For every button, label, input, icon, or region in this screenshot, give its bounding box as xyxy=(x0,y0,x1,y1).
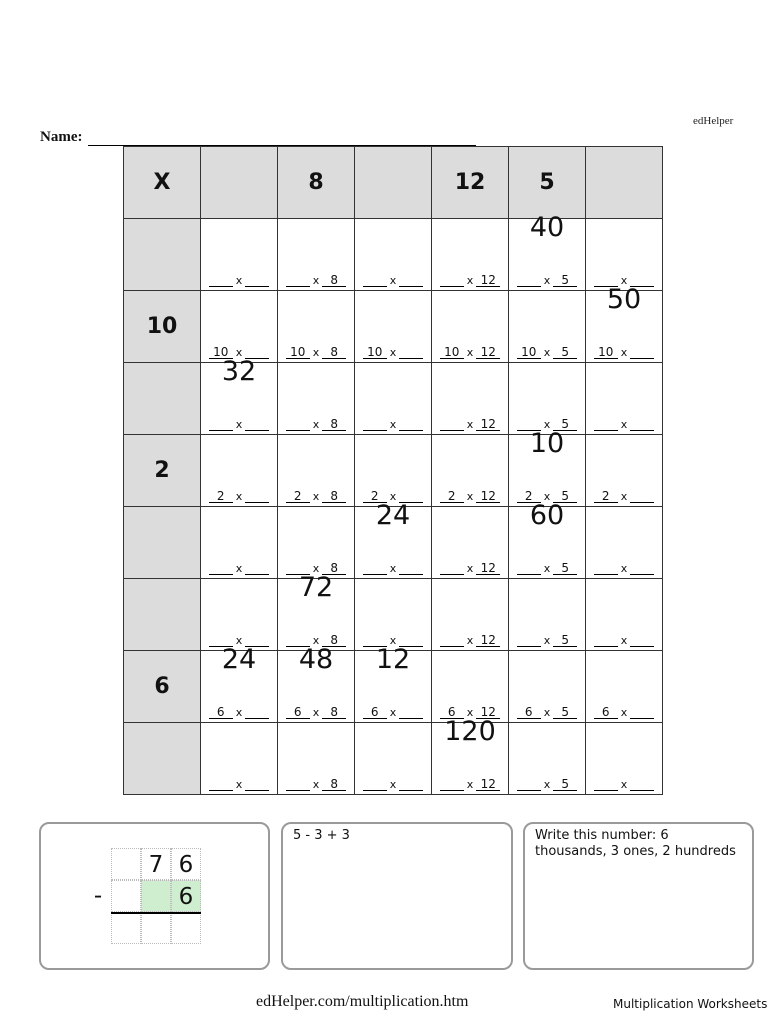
right-factor[interactable]: 5 xyxy=(553,274,577,287)
times-sign: x xyxy=(312,274,320,287)
right-factor[interactable]: 8 xyxy=(322,562,346,575)
right-factor[interactable]: 12 xyxy=(476,562,500,575)
left-factor[interactable] xyxy=(209,274,233,287)
factor-equation xyxy=(590,346,658,359)
product-cell[interactable] xyxy=(278,507,355,579)
expression-problem-box[interactable] xyxy=(281,822,513,970)
factor-equation xyxy=(282,274,350,287)
factor-equation xyxy=(205,490,273,503)
right-factor[interactable]: 5 xyxy=(553,418,577,431)
right-factor[interactable]: 5 xyxy=(553,562,577,575)
factor-equation xyxy=(205,274,273,287)
right-factor[interactable] xyxy=(245,706,269,719)
digit-cell: 6 xyxy=(171,848,201,880)
answer-cell[interactable] xyxy=(141,912,171,944)
left-factor[interactable]: 6 xyxy=(363,706,387,719)
row-header[interactable] xyxy=(124,723,201,795)
left-factor[interactable] xyxy=(517,778,541,791)
times-sign: x xyxy=(235,346,243,359)
times-sign: x xyxy=(466,562,474,575)
times-sign: x xyxy=(312,778,320,791)
times-sign: x xyxy=(620,778,628,791)
product-cell[interactable] xyxy=(355,579,432,651)
times-sign: x xyxy=(389,274,397,287)
left-factor[interactable] xyxy=(209,778,233,791)
right-factor[interactable]: 5 xyxy=(553,346,577,359)
row-header[interactable]: 10 xyxy=(124,291,201,363)
factor-equation xyxy=(590,490,658,503)
right-factor[interactable] xyxy=(399,346,423,359)
row-header[interactable] xyxy=(124,579,201,651)
product-cell[interactable] xyxy=(509,651,586,723)
right-factor[interactable]: 12 xyxy=(476,634,500,647)
grid-row xyxy=(124,723,663,795)
product-cell[interactable] xyxy=(278,363,355,435)
right-factor[interactable]: 12 xyxy=(476,274,500,287)
product-cell[interactable] xyxy=(586,723,663,795)
times-sign: x xyxy=(389,706,397,719)
left-factor[interactable] xyxy=(594,418,618,431)
times-sign: x xyxy=(389,346,397,359)
times-sign: x xyxy=(620,418,628,431)
times-sign: x xyxy=(466,490,474,503)
product-cell[interactable] xyxy=(355,435,432,507)
col-header[interactable]: 12 xyxy=(432,147,509,219)
left-factor[interactable]: 2 xyxy=(286,490,310,503)
factor-equation xyxy=(282,346,350,359)
digit-cell xyxy=(111,848,141,880)
times-sign: x xyxy=(312,346,320,359)
times-sign: x xyxy=(235,706,243,719)
right-factor[interactable] xyxy=(245,778,269,791)
factor-equation xyxy=(513,706,581,719)
name-label: Name: xyxy=(40,129,83,145)
factor-equation xyxy=(359,778,427,791)
product-cell[interactable] xyxy=(278,572,355,651)
factor-equation xyxy=(359,418,427,431)
left-factor[interactable]: 2 xyxy=(594,490,618,503)
product-answer: 40 xyxy=(529,212,565,243)
factor-equation xyxy=(513,634,581,647)
name-field xyxy=(40,126,500,146)
factor-equation xyxy=(359,274,427,287)
product-cell[interactable] xyxy=(278,723,355,795)
product-cell[interactable] xyxy=(201,435,278,507)
left-factor[interactable] xyxy=(286,778,310,791)
product-cell[interactable] xyxy=(355,363,432,435)
times-sign: x xyxy=(543,778,551,791)
factor-equation xyxy=(205,562,273,575)
product-cell[interactable] xyxy=(509,428,586,507)
product-cell[interactable] xyxy=(509,723,586,795)
right-factor[interactable]: 8 xyxy=(322,706,346,719)
left-factor[interactable]: 10 xyxy=(209,346,233,359)
factor-equation xyxy=(282,706,350,719)
left-factor[interactable] xyxy=(363,562,387,575)
factor-equation xyxy=(513,274,581,287)
left-factor[interactable]: 6 xyxy=(594,706,618,719)
times-sign: x xyxy=(312,418,320,431)
product-cell[interactable] xyxy=(509,363,586,435)
right-factor[interactable] xyxy=(399,706,423,719)
header-row xyxy=(124,147,663,219)
row-header[interactable] xyxy=(124,507,201,579)
factor-equation xyxy=(282,778,350,791)
answer-cell[interactable] xyxy=(111,912,141,944)
times-sign: x xyxy=(466,706,474,719)
product-cell[interactable] xyxy=(201,356,278,435)
times-sign: x xyxy=(235,634,243,647)
factor-equation xyxy=(590,706,658,719)
left-factor[interactable]: 10 xyxy=(440,346,464,359)
left-factor[interactable]: 10 xyxy=(286,346,310,359)
product-cell[interactable] xyxy=(355,291,432,363)
product-cell[interactable] xyxy=(432,291,509,363)
right-factor[interactable] xyxy=(630,346,654,359)
product-cell[interactable] xyxy=(201,579,278,651)
grid-row xyxy=(124,435,663,507)
left-factor[interactable] xyxy=(363,778,387,791)
product-answer: 60 xyxy=(529,500,565,531)
right-factor[interactable] xyxy=(399,778,423,791)
name-line[interactable] xyxy=(88,131,476,146)
factor-equation xyxy=(590,562,658,575)
left-factor[interactable]: 6 xyxy=(440,706,464,719)
product-cell[interactable] xyxy=(432,219,509,291)
right-factor[interactable]: 12 xyxy=(476,706,500,719)
digit-cell xyxy=(111,880,141,912)
multiplication-grid xyxy=(123,146,663,795)
left-factor[interactable]: 6 xyxy=(209,706,233,719)
answer-cell[interactable] xyxy=(171,912,201,944)
factor-equation xyxy=(590,778,658,791)
factor-equation xyxy=(436,490,504,503)
row-header[interactable]: 6 xyxy=(124,651,201,723)
left-factor[interactable] xyxy=(440,634,464,647)
right-factor[interactable]: 8 xyxy=(322,418,346,431)
times-sign: x xyxy=(466,418,474,431)
left-factor[interactable]: 2 xyxy=(440,490,464,503)
product-cell[interactable] xyxy=(201,507,278,579)
product-cell[interactable] xyxy=(355,219,432,291)
right-factor[interactable] xyxy=(399,274,423,287)
product-cell[interactable] xyxy=(586,651,663,723)
times-sign: x xyxy=(235,274,243,287)
product-cell[interactable] xyxy=(586,363,663,435)
right-factor[interactable]: 8 xyxy=(322,634,346,647)
subtraction-rule xyxy=(111,912,201,914)
col-header[interactable]: 5 xyxy=(509,147,586,219)
left-factor[interactable]: 2 xyxy=(517,490,541,503)
times-sign: x xyxy=(389,562,397,575)
times-sign: x xyxy=(543,274,551,287)
left-factor[interactable]: 6 xyxy=(286,706,310,719)
left-factor[interactable] xyxy=(517,274,541,287)
product-cell[interactable] xyxy=(432,435,509,507)
times-sign: x xyxy=(620,490,628,503)
times-sign: x xyxy=(235,418,243,431)
times-sign: x xyxy=(620,634,628,647)
left-factor[interactable] xyxy=(594,562,618,575)
right-factor[interactable] xyxy=(245,562,269,575)
right-factor[interactable] xyxy=(245,490,269,503)
times-sign: x xyxy=(389,490,397,503)
left-factor[interactable] xyxy=(594,778,618,791)
product-answer: 72 xyxy=(298,572,334,603)
right-factor[interactable] xyxy=(399,418,423,431)
grid-row xyxy=(124,363,663,435)
left-factor[interactable]: 10 xyxy=(363,346,387,359)
product-cell[interactable] xyxy=(509,291,586,363)
times-sign: x xyxy=(466,274,474,287)
product-cell[interactable] xyxy=(509,500,586,579)
factor-equation xyxy=(590,418,658,431)
product-cell[interactable] xyxy=(201,291,278,363)
product-answer: 12 xyxy=(375,644,411,675)
product-answer: 24 xyxy=(375,500,411,531)
right-factor[interactable]: 8 xyxy=(322,490,346,503)
grid-row xyxy=(124,291,663,363)
subtraction-problem-box xyxy=(39,822,270,970)
write-number-problem-box[interactable] xyxy=(523,822,754,970)
left-factor[interactable] xyxy=(440,418,464,431)
product-cell[interactable] xyxy=(201,219,278,291)
times-sign: x xyxy=(235,490,243,503)
product-answer: 48 xyxy=(298,644,334,675)
grid-row xyxy=(124,507,663,579)
factor-equation xyxy=(590,634,658,647)
left-factor[interactable] xyxy=(440,274,464,287)
times-sign: x xyxy=(235,778,243,791)
times-sign: x xyxy=(543,706,551,719)
product-cell[interactable] xyxy=(201,644,278,723)
right-factor[interactable]: 8 xyxy=(322,274,346,287)
product-cell[interactable] xyxy=(355,644,432,723)
right-factor[interactable]: 5 xyxy=(553,490,577,503)
factor-equation xyxy=(205,418,273,431)
times-sign: x xyxy=(466,778,474,791)
left-factor[interactable] xyxy=(363,274,387,287)
left-factor[interactable] xyxy=(209,418,233,431)
right-factor[interactable]: 5 xyxy=(553,634,577,647)
times-sign: x xyxy=(312,490,320,503)
left-factor[interactable] xyxy=(440,778,464,791)
right-factor[interactable] xyxy=(399,562,423,575)
right-factor[interactable]: 5 xyxy=(553,778,577,791)
write-number-text: Write this number: 6 thousands, 3 ones, 2 hundreds xyxy=(535,828,736,859)
times-sign: x xyxy=(389,634,397,647)
times-sign: x xyxy=(620,706,628,719)
col-header[interactable] xyxy=(355,147,432,219)
left-factor[interactable] xyxy=(517,634,541,647)
factor-equation xyxy=(359,562,427,575)
times-sign: x xyxy=(466,634,474,647)
product-cell[interactable] xyxy=(278,219,355,291)
product-cell[interactable] xyxy=(278,291,355,363)
product-answer: 10 xyxy=(529,428,565,459)
left-factor[interactable] xyxy=(209,562,233,575)
factor-equation xyxy=(436,778,504,791)
right-factor[interactable] xyxy=(630,562,654,575)
col-header[interactable] xyxy=(586,147,663,219)
times-sign: x xyxy=(389,778,397,791)
product-cell[interactable] xyxy=(586,507,663,579)
left-factor[interactable] xyxy=(517,562,541,575)
product-cell[interactable] xyxy=(432,363,509,435)
product-cell[interactable] xyxy=(432,651,509,723)
right-factor[interactable]: 5 xyxy=(553,706,577,719)
factor-equation xyxy=(436,418,504,431)
times-sign: x xyxy=(543,562,551,575)
right-factor[interactable]: 12 xyxy=(476,490,500,503)
factor-equation xyxy=(359,346,427,359)
row-header[interactable] xyxy=(124,219,201,291)
right-factor[interactable] xyxy=(245,274,269,287)
times-sign: x xyxy=(312,634,320,647)
minus-sign: - xyxy=(93,883,103,909)
product-cell[interactable] xyxy=(278,644,355,723)
factor-equation xyxy=(436,274,504,287)
factor-equation xyxy=(513,562,581,575)
footer-url: edHelper.com/multiplication.htm xyxy=(256,993,469,1010)
times-sign: x xyxy=(312,562,320,575)
factor-equation xyxy=(436,346,504,359)
grid-row xyxy=(124,579,663,651)
left-factor[interactable] xyxy=(286,274,310,287)
col-header[interactable]: 8 xyxy=(278,147,355,219)
factor-equation xyxy=(436,562,504,575)
times-sign: x xyxy=(543,634,551,647)
grid-row xyxy=(124,219,663,291)
product-answer: 120 xyxy=(444,716,496,747)
product-cell[interactable] xyxy=(278,435,355,507)
factor-equation xyxy=(359,706,427,719)
times-sign: x xyxy=(312,706,320,719)
digit-cell: 7 xyxy=(141,848,171,880)
factor-equation xyxy=(282,418,350,431)
times-sign: x xyxy=(466,346,474,359)
product-cell[interactable] xyxy=(432,579,509,651)
grid-row xyxy=(124,651,663,723)
left-factor[interactable] xyxy=(440,562,464,575)
digit-cell: 6 xyxy=(171,880,201,912)
factor-equation xyxy=(205,706,273,719)
product-cell[interactable] xyxy=(509,579,586,651)
left-factor[interactable] xyxy=(363,418,387,431)
times-sign: x xyxy=(620,346,628,359)
product-cell[interactable] xyxy=(355,500,432,579)
times-sign: x xyxy=(543,346,551,359)
subtraction-problem xyxy=(93,848,201,944)
row-header[interactable] xyxy=(124,363,201,435)
factor-equation xyxy=(205,778,273,791)
right-factor[interactable] xyxy=(630,634,654,647)
left-factor[interactable]: 10 xyxy=(594,346,618,359)
times-sign: x xyxy=(543,490,551,503)
left-factor[interactable]: 10 xyxy=(517,346,541,359)
factor-equation xyxy=(282,490,350,503)
product-cell[interactable] xyxy=(432,716,509,795)
footer-title: Multiplication Worksheets xyxy=(613,997,768,1011)
left-factor[interactable]: 2 xyxy=(209,490,233,503)
product-answer: 50 xyxy=(606,284,642,315)
product-cell[interactable] xyxy=(355,723,432,795)
left-factor[interactable]: 6 xyxy=(517,706,541,719)
right-factor[interactable]: 8 xyxy=(322,778,346,791)
product-cell[interactable] xyxy=(586,284,663,363)
product-cell[interactable] xyxy=(586,219,663,291)
row-header[interactable]: 2 xyxy=(124,435,201,507)
times-sign: x xyxy=(235,562,243,575)
digit-cell xyxy=(141,880,171,912)
right-factor[interactable] xyxy=(630,418,654,431)
product-cell[interactable] xyxy=(586,435,663,507)
expression-text: 5 - 3 + 3 xyxy=(293,828,350,843)
factor-equation xyxy=(513,778,581,791)
product-answer: 24 xyxy=(221,644,257,675)
product-cell[interactable] xyxy=(201,723,278,795)
left-factor[interactable] xyxy=(594,634,618,647)
right-factor[interactable]: 8 xyxy=(322,346,346,359)
product-cell[interactable] xyxy=(586,579,663,651)
right-factor[interactable]: 12 xyxy=(476,346,500,359)
brand-label: edHelper xyxy=(693,115,734,127)
product-cell[interactable] xyxy=(432,507,509,579)
times-sign: x xyxy=(543,418,551,431)
left-factor[interactable]: 2 xyxy=(363,490,387,503)
right-factor[interactable]: 12 xyxy=(476,418,500,431)
right-factor[interactable] xyxy=(630,490,654,503)
times-sign: x xyxy=(620,562,628,575)
product-cell[interactable] xyxy=(509,212,586,291)
factor-equation xyxy=(513,346,581,359)
right-factor[interactable] xyxy=(630,706,654,719)
times-sign: x xyxy=(389,418,397,431)
left-factor[interactable] xyxy=(286,418,310,431)
product-answer: 32 xyxy=(221,356,257,387)
times-sign: x xyxy=(620,274,628,287)
right-factor[interactable] xyxy=(245,418,269,431)
right-factor[interactable] xyxy=(630,778,654,791)
factor-equation xyxy=(436,634,504,647)
col-header[interactable] xyxy=(201,147,278,219)
corner-cell: X xyxy=(124,147,201,219)
right-factor[interactable]: 12 xyxy=(476,778,500,791)
